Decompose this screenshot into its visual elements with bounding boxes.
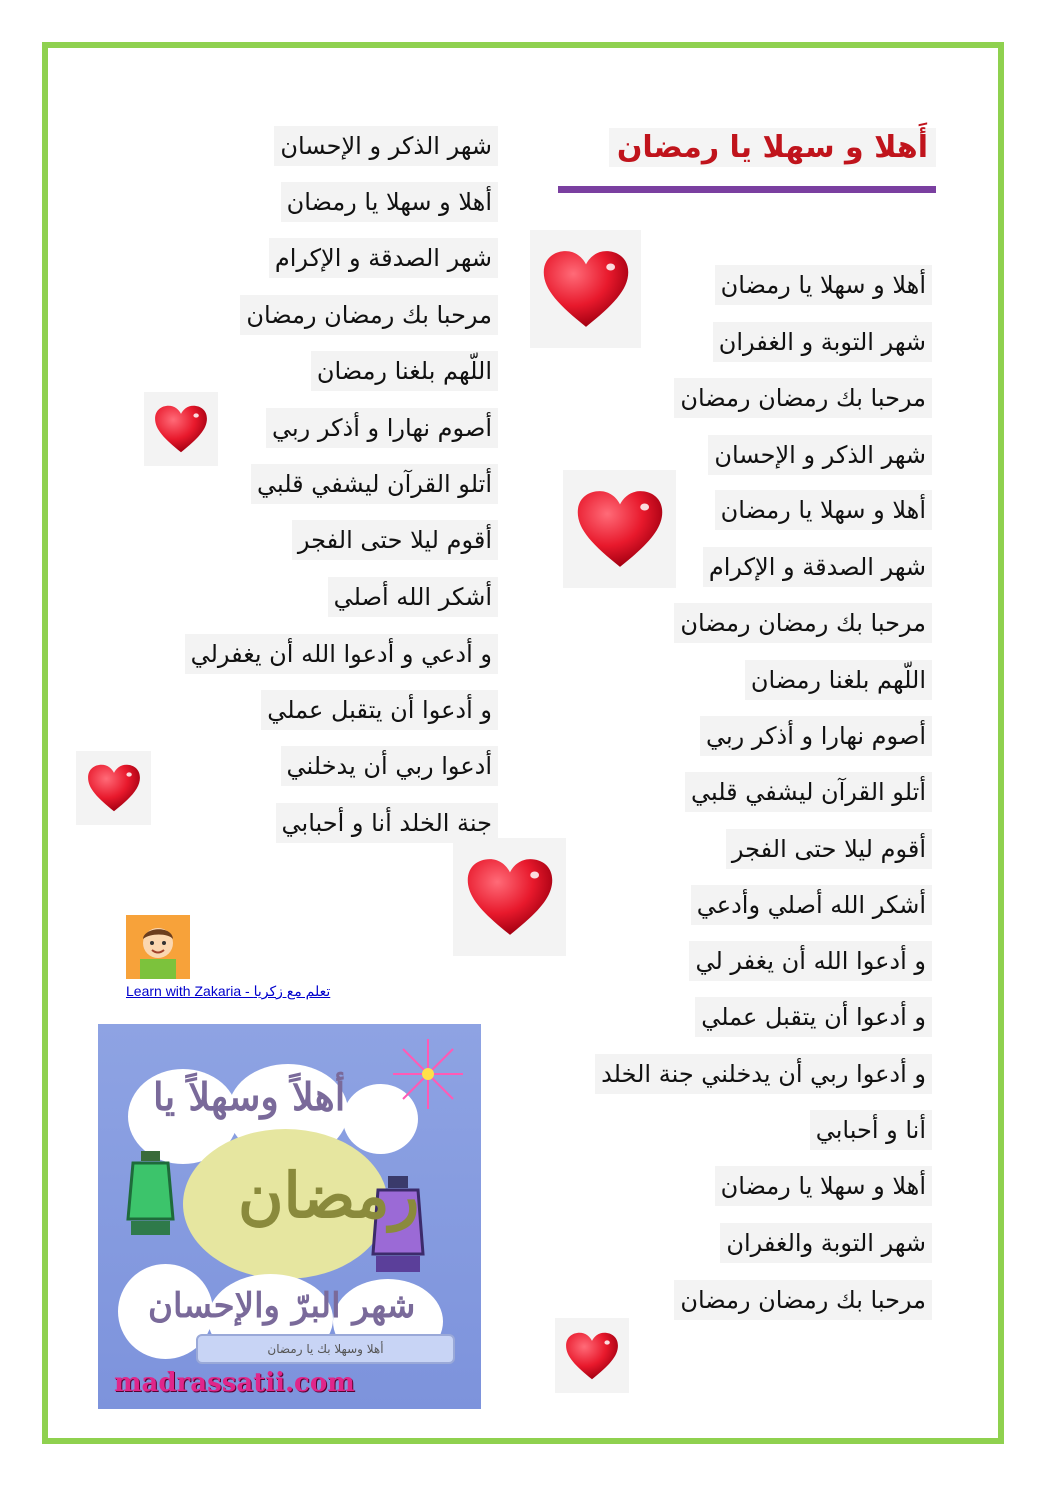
heart-icon <box>530 230 641 348</box>
poem-line: مرحبا بك رمضان رمضان <box>674 603 932 643</box>
credit-link[interactable]: Learn with Zakaria - تعلم مع زكريا <box>126 983 331 999</box>
ramadan-poster <box>98 1024 481 1409</box>
poem-line: و أدعوا أن يتقبل عملي <box>261 690 498 730</box>
lantern-icon <box>123 1149 178 1244</box>
poem-line: مرحبا بك رمضان رمضان <box>240 295 498 335</box>
firework-icon <box>388 1034 468 1114</box>
watermark: madrassatii.com <box>114 1368 355 1398</box>
poster-main-text: رمضان <box>238 1159 420 1232</box>
poem-line: و أدعوا ربي أن يدخلني جنة الخلد <box>595 1054 932 1094</box>
poster-footer-bar: أهلا وسهلا بك يا رمضان <box>196 1334 455 1364</box>
poem-line: شهر التوبة و الغفران <box>713 322 932 362</box>
poem-line: أنا و أحبابي <box>810 1110 932 1150</box>
poem-line: مرحبا بك رمضان رمضان <box>674 378 932 418</box>
poem-line: مرحبا بك رمضان رمضان <box>674 1280 932 1320</box>
poem-line: و أدعوا الله أن يغفر لي <box>689 941 932 981</box>
poem-line: أشكر الله أصلي <box>328 577 498 617</box>
poster-top-text: أهلاً وسهلاً يا <box>153 1074 346 1119</box>
heart-icon <box>563 470 676 588</box>
poem-line: أصوم نهارا و أذكر ربي <box>700 716 932 756</box>
poem-line: جنة الخلد أنا و أحبابي <box>276 803 498 843</box>
child-avatar-icon <box>126 915 190 979</box>
poem-line: أهلا و سهلا يا رمضان <box>715 490 932 530</box>
poem-line: اللّهم بلغنا رمضان <box>311 351 498 391</box>
poem-line: و أدعي و أدعوا الله أن يغفرلي <box>185 634 498 674</box>
heart-icon <box>453 838 566 956</box>
poem-line: شهر التوبة والغفران <box>720 1223 932 1263</box>
title-underline <box>558 186 936 193</box>
poem-line: أتلو القرآن ليشفي قلبي <box>251 464 498 504</box>
heart-icon <box>555 1318 629 1393</box>
poem-line: أقوم ليلا حتى الفجر <box>726 829 932 869</box>
poem-line: أتلو القرآن ليشفي قلبي <box>685 772 932 812</box>
poem-line: أهلا و سهلا يا رمضان <box>715 1166 932 1206</box>
poem-line: أشكر الله أصلي وأدعي <box>691 885 932 925</box>
poem-line: أدعوا ربي أن يدخلني <box>281 746 499 786</box>
poem-line: شهر الذكر و الإحسان <box>708 435 932 475</box>
poem-line: شهر الصدقة و الإكرام <box>703 547 932 587</box>
poem-line: أصوم نهارا و أذكر ربي <box>266 408 498 448</box>
poem-line: أهلا و سهلا يا رمضان <box>281 182 498 222</box>
poster-bottom-text: شهر البرّ والإحسان <box>148 1286 416 1326</box>
poem-line: أقوم ليلا حتى الفجر <box>292 520 498 560</box>
poem-line: اللّهم بلغنا رمضان <box>745 660 932 700</box>
heart-icon <box>76 751 151 825</box>
poem-line: شهر الذكر و الإحسان <box>274 126 498 166</box>
page-title: أَهلا و سهلا يا رمضان <box>609 128 936 167</box>
heart-icon <box>144 392 218 466</box>
poem-line: أهلا و سهلا يا رمضان <box>715 265 932 305</box>
poem-line: و أدعوا أن يتقبل عملي <box>695 997 932 1037</box>
poem-line: شهر الصدقة و الإكرام <box>269 238 498 278</box>
